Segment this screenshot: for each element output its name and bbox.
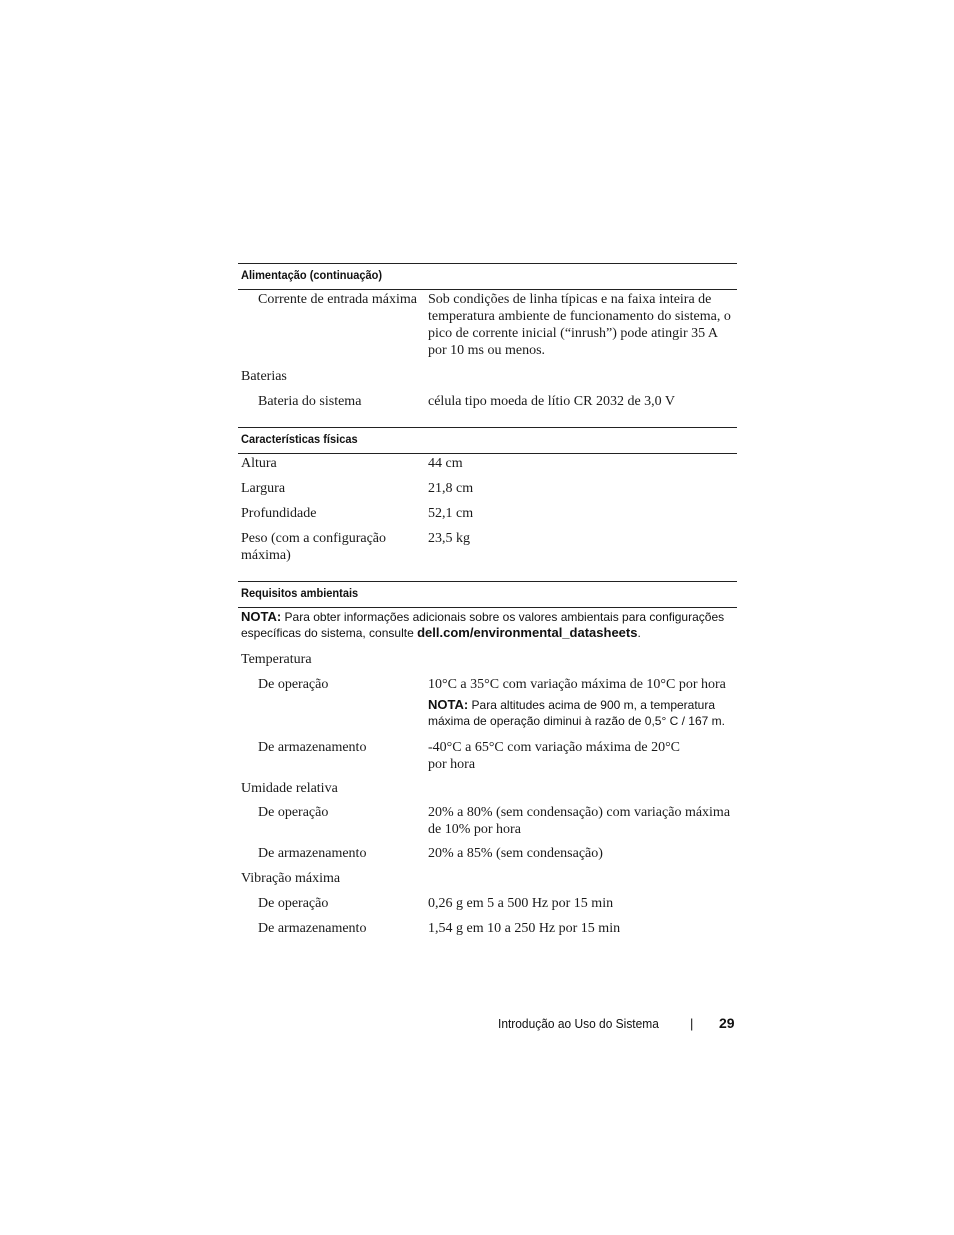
section-title-physical: Características físicas: [241, 432, 358, 446]
width-label: Largura: [241, 481, 286, 496]
vib-storage-value: 1,54 g em 10 a 250 Hz por 15 min: [428, 921, 621, 936]
hum-operating-value: 20% a 80% (sem condensação) com variação máxima de 10% por hora: [428, 805, 731, 837]
footer-separator: |: [690, 1016, 694, 1031]
environmental-note: [241, 609, 737, 641]
depth-value: 52,1 cm: [428, 506, 474, 521]
vib-operating-value: 0,26 g em 5 a 500 Hz por 15 min: [428, 896, 614, 911]
section-header-physical: [238, 427, 737, 454]
weight-label: Peso (com a configuração máxima): [241, 531, 386, 563]
datasheets-link[interactable]: dell.com/environmental_datasheets: [417, 625, 638, 640]
footer-title: Introdução ao Uso do Sistema: [498, 1016, 659, 1031]
temp-storage-label: De armazenamento: [258, 740, 367, 755]
section-header-environmental: [238, 581, 737, 608]
temp-note-label: NOTA:: [428, 697, 469, 712]
humidity-label: Umidade relativa: [241, 781, 338, 796]
depth-label: Profundidade: [241, 506, 317, 521]
temp-operating-label: De operação: [258, 677, 329, 692]
height-label: Altura: [241, 456, 277, 471]
height-value: 44 cm: [428, 456, 463, 471]
page-number: 29: [719, 1015, 735, 1031]
section-title-power: Alimentação (continuação): [241, 268, 383, 282]
section-title-environmental: Requisitos ambientais: [241, 586, 359, 600]
temp-note-text: Para altitudes acima de 900 m, a temperatura máxima de operação diminui à razão de 0,5° C / 167 m.: [428, 698, 725, 728]
note-label: NOTA:: [241, 609, 282, 624]
inrush-current-value: Sob condições de linha típicas e na faixa inteira de temperatura ambiente de funcionamento do sistema, o pico de corrente inicial (“inrush”) pode atingir 35 A por 10 ms ou menos.: [428, 292, 731, 358]
inrush-current-label: Corrente de entrada máxima: [258, 292, 417, 307]
note-end: .: [637, 626, 641, 640]
hum-storage-label: De armazenamento: [258, 846, 367, 861]
system-battery-label: Bateria do sistema: [258, 394, 362, 409]
temperature-note: [428, 697, 737, 729]
section-header-power: [238, 263, 737, 290]
vibration-label: Vibração máxima: [241, 871, 341, 886]
weight-value: 23,5 kg: [428, 531, 470, 546]
note-text: Para obter informações adicionais sobre os valores ambientais para configurações específicas do sistema, consulte: [241, 610, 725, 640]
vib-operating-label: De operação: [258, 896, 329, 911]
width-value: 21,8 cm: [428, 481, 474, 496]
vib-storage-label: De armazenamento: [258, 921, 367, 936]
batteries-label: Baterias: [241, 369, 287, 384]
temp-operating-value: 10°C a 35°C com variação máxima de 10°C por hora: [428, 677, 726, 692]
temp-storage-value: -40°C a 65°C com variação máxima de 20°C por hora: [428, 740, 681, 772]
temperature-label: Temperatura: [241, 652, 312, 667]
hum-operating-label: De operação: [258, 805, 329, 820]
hum-storage-value: 20% a 85% (sem condensação): [428, 846, 603, 861]
system-battery-value: célula tipo moeda de lítio CR 2032 de 3,0 V: [428, 394, 676, 409]
